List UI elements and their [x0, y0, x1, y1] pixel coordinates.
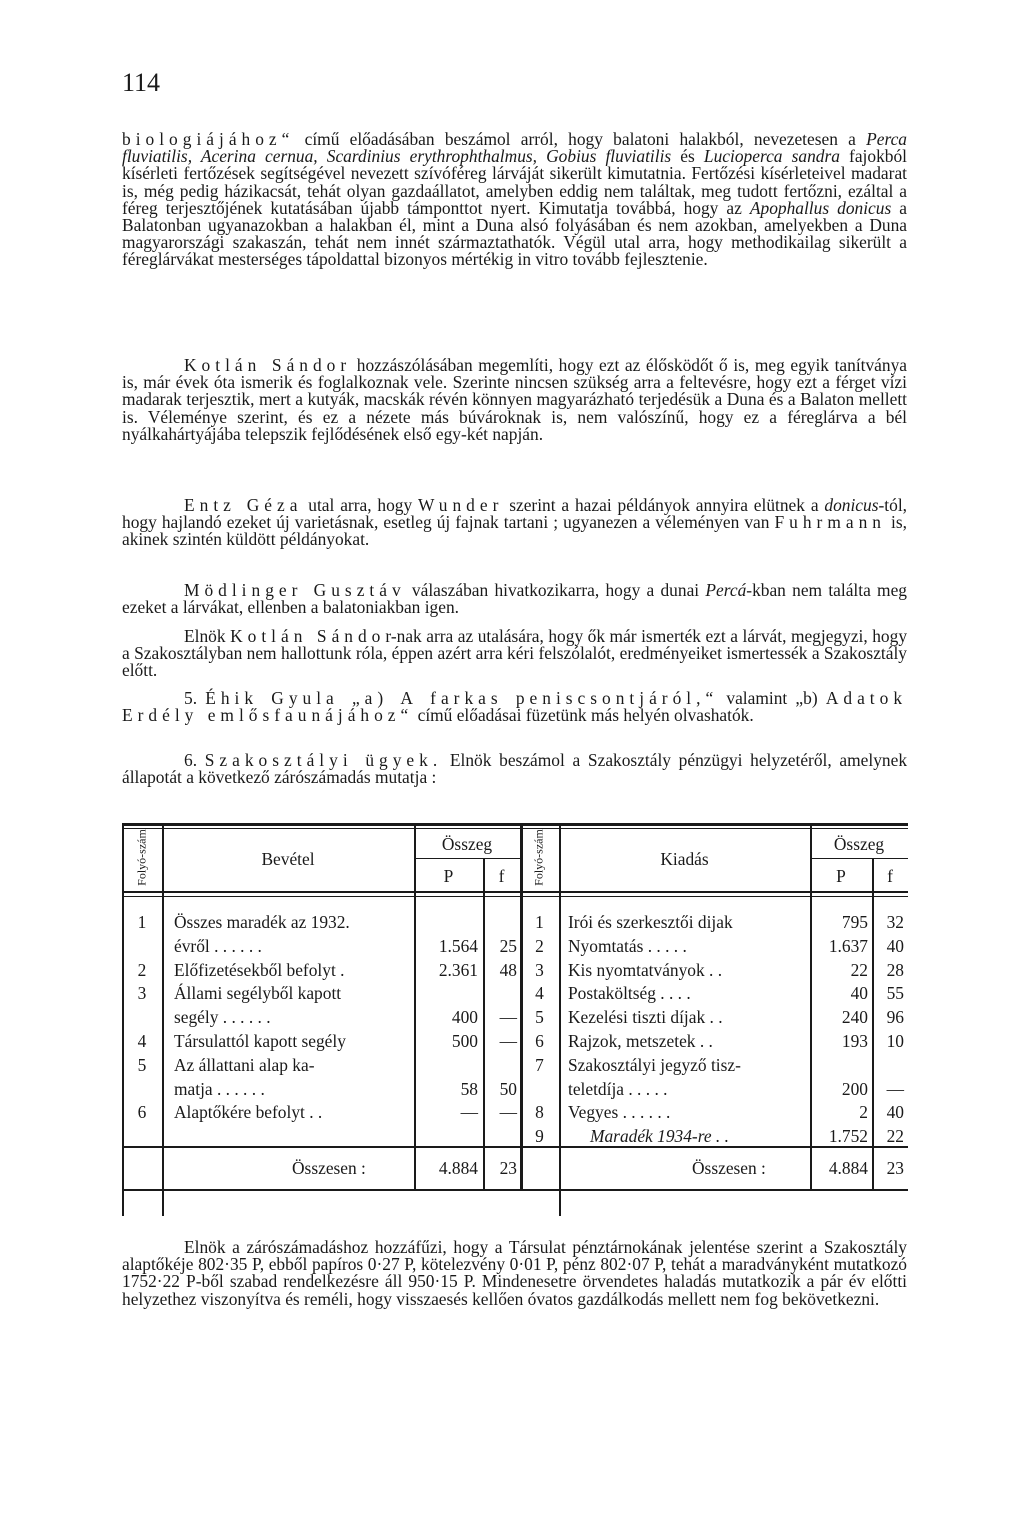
- total-income-f: 23: [499, 1158, 517, 1178]
- person-name: Wunder: [418, 495, 504, 515]
- total-income-p: 4.884: [438, 1158, 478, 1178]
- expense-row-pengo: 40: [850, 983, 868, 1004]
- expense-row-pengo: 2: [859, 1102, 868, 1123]
- expense-row-filler: 32: [886, 912, 904, 932]
- text: -kban nem találta meg ezeket a lárvákat, ellenben a balatoniakban igen.: [122, 580, 907, 618]
- text: és: [671, 146, 704, 167]
- text: hozzászólásában megemlíti, hogy ezt az élősködőt ő is, meg egyik tanítványa is, már évek óta ismerik és foglalkoznak vele. Szerinte nincsen szükség arra a feltevésre, hogy ezt a férget vízi madarak terjesztik, mert a kutyák, macskák révén könnyen magyarázható terjedésük a Duna és a Balaton mellett is. Véleménye szerint, és ez a nézete más búvároknak is, nem valószínű, hogy ez a féreglárva a bél nyálkahártyájába telepszik fejlődésének első egy-két napján.: [122, 355, 908, 444]
- income-row-pengo: 1.564: [438, 935, 478, 956]
- income-row-label: Az állattani alap ka-: [174, 1054, 315, 1075]
- expense-row-pengo: 200: [841, 1078, 868, 1099]
- section-title: Szakosztályi ügyek.: [204, 750, 443, 770]
- paragraph-2: [122, 357, 907, 443]
- expense-row-pengo: 240: [841, 1007, 868, 1028]
- text: valamint „b): [718, 688, 826, 708]
- expense-row-number: 7: [535, 1054, 544, 1075]
- income-row-label: Társulattól kapott segély: [174, 1031, 346, 1051]
- species-name: Apophallus donicus: [749, 197, 892, 218]
- paragraph-6: [122, 690, 907, 724]
- income-row-label: évről . . . . . .: [174, 935, 262, 956]
- income-row-filler: 25: [499, 935, 517, 956]
- text: r-nak arra az utalására, hogy ők már ismerték ezt a lárvát, megjegyzi, hogy a Szakosztályban nem hallottunk róla, éppen azért arra kéri felszólalót, eredményeiket ismertessék a Szakosztály előtt.: [122, 626, 908, 681]
- text: válaszában hivatkozikarra, hogy a dunai: [405, 580, 706, 600]
- expense-row-number: 1: [535, 912, 544, 932]
- paragraph-3: [122, 497, 907, 549]
- expense-row-label: Vegyes . . . . . .: [568, 1102, 671, 1123]
- text: című előadásában beszámol arról, hogy balatoni halakból, nevezetesen a: [294, 129, 867, 149]
- expense-row-label: teletdíja . . . . .: [568, 1078, 668, 1099]
- expense-row-pengo: 1.752: [828, 1126, 868, 1147]
- sum-header-rule-left: [414, 858, 522, 859]
- expense-row-label: Nyomtatás . . . . .: [568, 935, 687, 956]
- income-row-label: Állami segélyből kapott: [174, 983, 342, 1004]
- total-label-left: Összesen :: [292, 1158, 366, 1178]
- income-row-number: 1: [137, 912, 147, 932]
- income-row-label: segély . . . . . .: [174, 1007, 271, 1028]
- vline: [122, 823, 124, 1216]
- expense-row-label: Irói és szerkesztői dijak: [568, 912, 733, 932]
- expense-row-pengo: 22: [850, 959, 868, 980]
- income-row-pengo: 500: [451, 1031, 478, 1051]
- person-name: Entz Géza: [184, 495, 303, 515]
- expense-row-number: 3: [535, 959, 544, 980]
- species-name: Lucioperca sandra: [703, 146, 840, 167]
- vline: [162, 823, 164, 1216]
- table-top-rule-thin: [122, 828, 908, 829]
- sum-header-rule-right: [810, 858, 908, 859]
- expense-row-filler: 28: [886, 959, 904, 980]
- expense-row-label: Postaköltség . . . .: [568, 983, 691, 1004]
- text: szerint a hazai példányok annyira elütnek a: [503, 495, 825, 515]
- hdr-expense: Kiadás: [660, 849, 709, 869]
- text: 5.: [184, 688, 206, 708]
- expense-row-filler: —: [886, 1078, 904, 1099]
- paragraph-1: [122, 131, 907, 269]
- expense-row-number: 6: [535, 1031, 544, 1051]
- species-name: donicus: [824, 495, 879, 515]
- total-expense-f: 23: [886, 1158, 904, 1178]
- expense-row-filler: 96: [886, 1007, 904, 1028]
- spaced-title: biologiájához“: [122, 129, 295, 149]
- income-row-number: 6: [137, 1102, 147, 1123]
- hdr-f-left: f: [498, 866, 505, 886]
- income-row-filler: —: [499, 1007, 517, 1028]
- hdr-sum-right: Összeg: [833, 834, 885, 854]
- income-row-pengo: —: [460, 1102, 478, 1123]
- hdr-sum-left: Összeg: [441, 834, 493, 854]
- text: -tól, hogy hajlandó ezeket új varietásnak, esetleg új fajnak tartani ; ugyanezen a véleményen van: [122, 495, 907, 533]
- account-table: [122, 823, 908, 1216]
- person-name: Fuhrmann: [774, 512, 886, 533]
- income-row-number: 4: [137, 1031, 147, 1051]
- expense-row-number: 4: [535, 983, 544, 1004]
- vline: [559, 823, 561, 1216]
- expense-row-label: Rajzok, metszetek . .: [568, 1031, 713, 1051]
- expense-row-filler: 10: [886, 1031, 904, 1051]
- person-name: Kotlán Sándor: [184, 355, 352, 375]
- hdr-p-left: P: [443, 866, 454, 886]
- species-names: Perca fluviatilis, Acerina cernua, Scardinius erythrophthalmus, Gobius fluviatilis: [122, 129, 907, 167]
- income-row-pengo: 400: [451, 1007, 478, 1028]
- income-row-filler: —: [499, 1102, 517, 1123]
- expense-row-filler: 40: [886, 1102, 904, 1123]
- hdr-income: Bevétel: [261, 849, 315, 869]
- text: is, akinek szintén küldött példányokat.: [122, 512, 907, 550]
- text: Elnök beszámol a Szakosztály pénzügyi helyzetéről, amelynek állapotát a következő zárószámadás mutatja :: [122, 750, 908, 788]
- text: utal arra, hogy: [302, 495, 419, 515]
- expense-row-label: Maradék 1934-re . .: [590, 1126, 729, 1147]
- income-row-filler: 50: [499, 1078, 517, 1099]
- total-bottom-rule: [122, 1189, 908, 1191]
- income-row-filler: —: [499, 1031, 517, 1051]
- expense-row-filler: 22: [886, 1126, 904, 1147]
- income-row-number: 3: [137, 983, 147, 1004]
- income-row-label: Összes maradék az 1932.: [174, 912, 350, 932]
- income-row-label: Alaptőkére befolyt . .: [174, 1102, 323, 1123]
- person-name: Mödlinger Gusztáv: [184, 580, 406, 600]
- total-label-right: Összesen :: [692, 1158, 766, 1178]
- expense-row-label: Szakosztályi jegyző tisz-: [568, 1054, 741, 1075]
- expense-row-number: 8: [535, 1102, 544, 1123]
- expense-row-pengo: 795: [841, 912, 868, 932]
- expense-row-pengo: 193: [841, 1031, 868, 1051]
- expense-row-number: 2: [535, 935, 544, 956]
- paragraph-4: [122, 582, 907, 616]
- expense-row-number: 9: [535, 1126, 544, 1147]
- genus-name: Percá: [705, 580, 747, 600]
- expense-row-number: 5: [535, 1007, 544, 1028]
- header-bottom-rule-thin: [122, 896, 908, 897]
- income-row-pengo: 58: [460, 1078, 478, 1099]
- text: 6.: [184, 750, 205, 770]
- text: fajokból kísérleti fertőzések segítségével nevezett szívóféreg lárváját sikerült kimutatnia. Fertőzési kísérleteivel madarat is, még pedig házikacsát, tehát olyan gazdaállatot, amelyben eddig nem találtak, meg tudott fertőzni, ezáltal a féreg terjesztőjének kutatásában újabb támponttot nyert. Kimutatja továbbá, hogy az: [122, 146, 907, 218]
- text: a Balatonban ugyanazokban a halakban él, mint a Duna alsó folyásában és nem azokban, amelyekben a Duna magyarországi szakaszán, tehát nem innét származtathatók. Végül utal arra, hogy methodikailag sikerült a féreglárvákat mesterséges tápoldattal bizonyos mértékig in vitro tovább fejlesztenie.: [122, 197, 907, 270]
- header-bottom-rule: [122, 891, 908, 893]
- hdr-p-right: P: [836, 866, 846, 886]
- person-name: Kotlán Sándo: [230, 626, 386, 646]
- text: Elnök: [184, 626, 231, 646]
- page-number: 114: [122, 68, 161, 97]
- total-top-rule: [122, 1146, 908, 1148]
- lecture-title: Éhik Gyula „a) A farkas peniscsontjáról,“: [205, 688, 719, 708]
- income-row-pengo: 2.361: [438, 959, 478, 980]
- paragraph-7: [122, 752, 907, 786]
- income-row-filler: 48: [499, 959, 517, 980]
- expense-row-label: Kis nyomtatványok . .: [568, 959, 723, 980]
- hdr-folyoszam-right: Folyó-szám: [531, 829, 546, 886]
- paragraph-8: Elnök a zárószámadáshoz hozzáfűzi, hogy a Társulat pénztárnokának jelentése szerint a Szakosztály alaptőkéje 802·35 P, ebből papíros 0·27 P, kötelezvény 0·01 P, pénz 802·07 P, tehát a maradványként mutatkozó 1752·22 P-ből szabad rendelkezésre áll 950·15 P. Mindenesetre örvendetes haladás mutatkozik a pár év előtti helyzethez viszonyítva és reméli, hogy visszaesés kellően óvatos gazdálkodás mellett nem fog bekövetkezni.: [122, 1237, 907, 1309]
- expense-row-label: Kezelési tiszti díjak . .: [568, 1007, 723, 1028]
- table-top-rule: [122, 823, 908, 826]
- income-row-number: 5: [137, 1054, 147, 1075]
- expense-row-filler: 55: [886, 983, 904, 1004]
- text: című előadásai füzetünk más helyén olvashatók.: [413, 705, 754, 726]
- total-expense-p: 4.884: [828, 1158, 868, 1178]
- income-row-label: matja . . . . . .: [174, 1078, 265, 1099]
- lecture-title: Adatok Erdély emlősfaunájához“: [122, 688, 908, 726]
- expense-row-pengo: 1.637: [828, 935, 868, 956]
- income-row-number: 2: [137, 959, 147, 980]
- hdr-folyoszam-left: Folyó-szám: [134, 829, 149, 886]
- paragraph-5: [122, 628, 907, 680]
- income-row-label: Előfizetésekből befolyt .: [174, 959, 345, 980]
- expense-row-filler: 40: [886, 935, 904, 956]
- hdr-f-right: f: [887, 866, 893, 886]
